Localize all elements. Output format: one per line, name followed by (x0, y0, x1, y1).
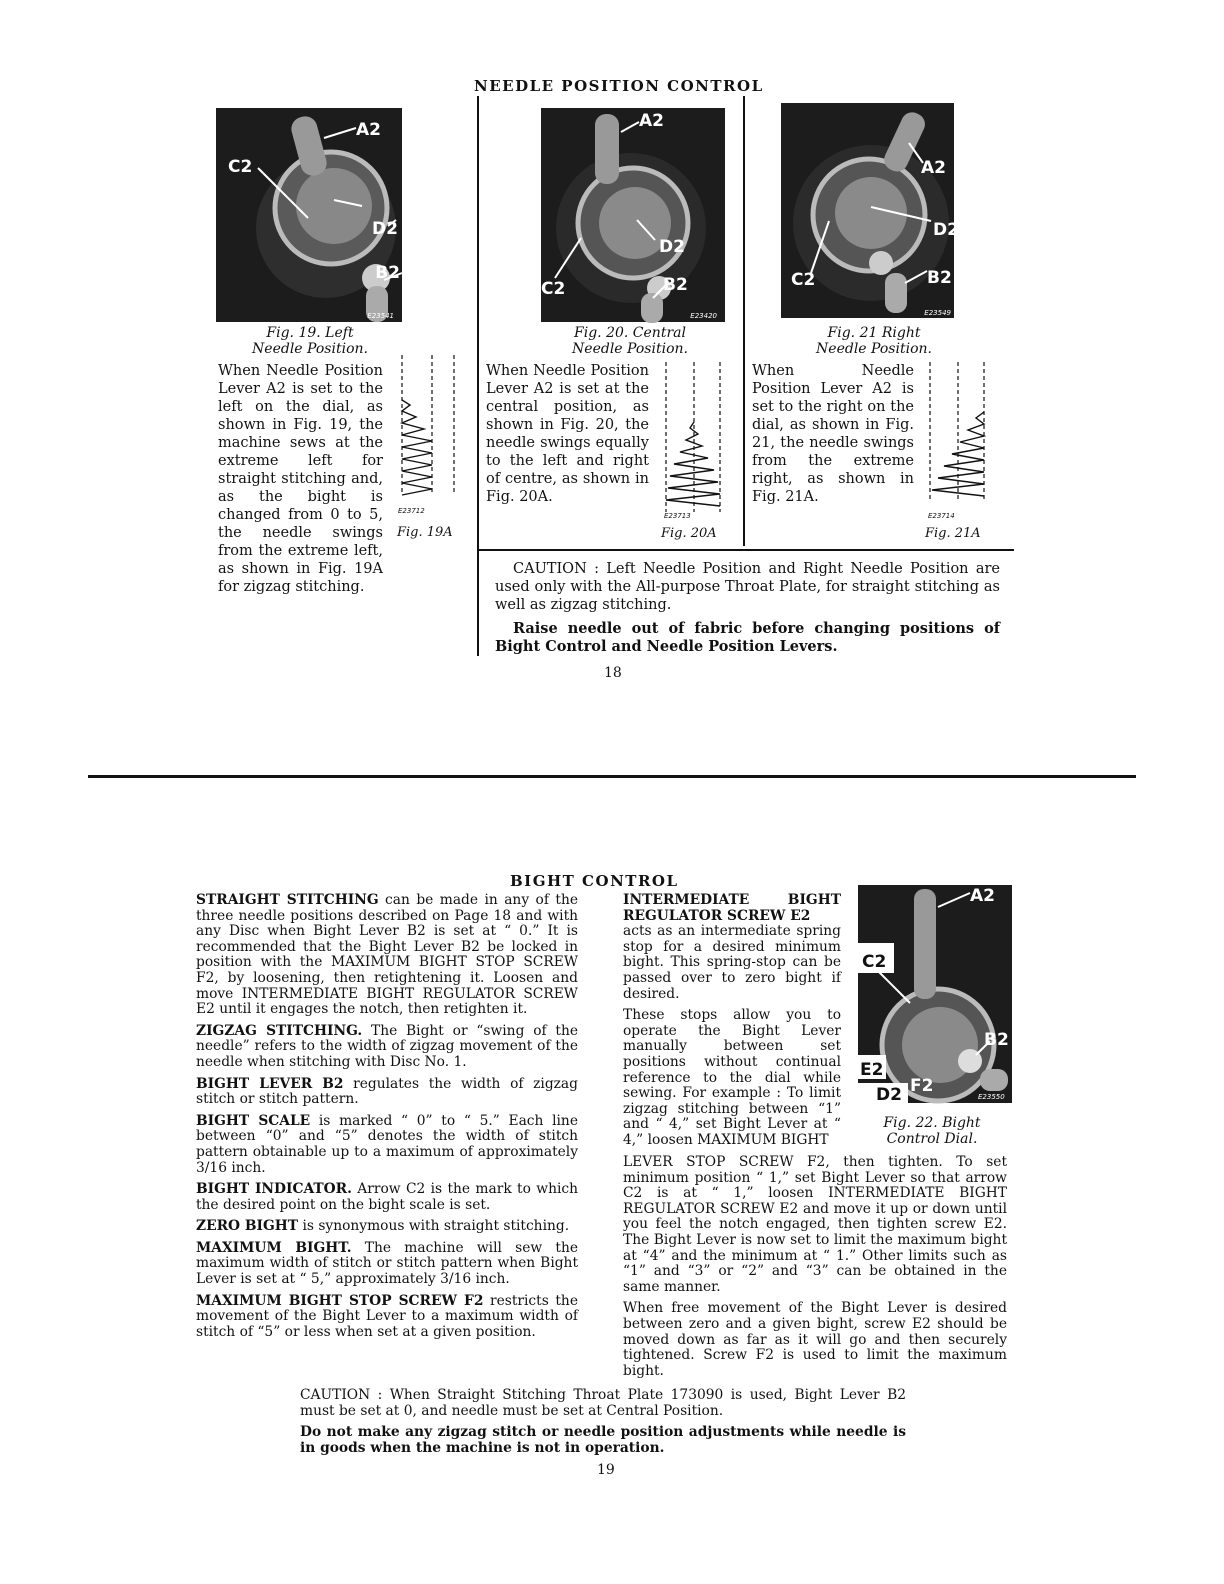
caption-line: Needle Position. (252, 341, 368, 357)
figure-19a-label: Fig. 19A (397, 525, 453, 540)
dial-illustration (541, 108, 725, 322)
caption-line: Fig. 19. Left (266, 325, 354, 341)
caption-line: Needle Position. (572, 341, 688, 357)
figure-21-photo (781, 103, 959, 318)
figure-code: E23420 (690, 312, 717, 320)
stitch-diagram-21a (924, 362, 988, 522)
label-e2: E2 (860, 1060, 884, 1080)
label-b2: B2 (663, 275, 688, 295)
definition-paragraph (196, 893, 578, 1018)
figure-22-photo (858, 885, 1012, 1103)
definition: can be made in any of the three needle positions described on Page 18 and with any Disc when Bight Lever B2 is set at “ 0.” It is recommended that the Bight Lever B2 be locked in position with the MAXIMUM BIGHT STOP SCREW F2, by loosening, then retightening it. Loosen and move INTERMEDIATE BIGHT REGULATOR SCREW E2 until it engages the notch, then retighten it. (196, 892, 578, 1018)
subheading: INTERMEDIATE BIGHT REGULATOR SCREW E2 (623, 892, 841, 924)
term: BIGHT LEVER B2 (196, 1075, 344, 1092)
label-a2: A2 (639, 111, 664, 131)
label-c2: C2 (862, 952, 887, 972)
paragraph: These stops allow you to operate the Bight Lever manually between set positions without continual reference to the dial while sewing. For example : To limit zigzag stitching between “1” and “ 4,” set Bight Lever at “ 4,” loosen MAXIMUM BIGHT (623, 1007, 841, 1148)
label-d2: D2 (876, 1085, 902, 1105)
dial-illustration (858, 885, 1012, 1103)
paragraph: acts as an intermediate spring stop for a desired minimum bight. This spring-stop can be passed over to zero bight if desired. (623, 923, 841, 1002)
figure-19-text: When Needle Position Lever A2 is set to the left on the dial, as shown in Fig. 19, the machine sews at the extreme left for straight stitching and, as the bight is changed from 0 to 5, the needle swings from the extreme left, as shown in Fig. 19A for zigzag stitching. (218, 363, 383, 595)
label-d2: D2 (372, 219, 398, 239)
caption-line: Needle Position. (816, 341, 932, 357)
label-d2: D2 (933, 220, 959, 240)
figure-code: E23550 (978, 1093, 1005, 1101)
caution-text: CAUTION : Left Needle Position and Right Needle Position are used only with the All-purpose Throat Plate, for straight stitching as well as zigzag stitching. (495, 561, 1000, 613)
label-c2: C2 (228, 157, 253, 177)
stitch-diagram-19a (396, 355, 460, 525)
stitch-diagram-20a-graphic (660, 362, 724, 522)
definition-paragraph (196, 1219, 578, 1235)
caution-bold-text: Do not make any zigzag stitch or needle position adjustments while needle is in goods when the machine is not in operation. (300, 1424, 906, 1456)
label-c2: C2 (541, 279, 566, 299)
right-column-bottom (623, 1155, 1007, 1379)
label-f2: F2 (910, 1076, 934, 1096)
definition-paragraph (196, 1077, 578, 1108)
caption-line: Fig. 20. Central (574, 325, 686, 341)
caption-line: Fig. 21 Right (827, 325, 921, 341)
definition-paragraph (196, 1294, 578, 1341)
definition-paragraph (196, 1241, 578, 1288)
definition: is marked “ 0” to “ 5.” Each line between “0” and “5” denotes the width of stitch pattern obtainable up to a maximum of approximately 3/16 inch. (196, 1112, 578, 1176)
left-column (196, 893, 578, 1346)
term: MAXIMUM BIGHT STOP SCREW F2 (196, 1292, 484, 1309)
term: BIGHT INDICATOR. (196, 1181, 352, 1198)
page-number: 18 (604, 665, 622, 681)
label-d2: D2 (659, 237, 685, 257)
term: STRAIGHT STITCHING (196, 892, 379, 908)
definition: The Bight or “swing of the needle” refers to the width of zigzag movement of the needle when stitching with Disc No. 1. (196, 1022, 578, 1070)
page-number: 19 (597, 1462, 615, 1478)
definition: is synonymous with straight stitching. (298, 1218, 570, 1235)
figure-19-photo (216, 108, 402, 322)
label-a2: A2 (921, 158, 946, 178)
definition-paragraph (196, 1114, 578, 1176)
page-title: NEEDLE POSITION CONTROL (474, 77, 764, 95)
section-divider (479, 549, 1014, 551)
stitch-code: E23712 (398, 507, 425, 515)
caution-block (495, 560, 1000, 656)
figure-20-text: When Needle Position Lever A2 is set at the central position, as shown in Fig. 20, the needle swings equally to the left and right of centre, as shown in Fig. 20A. (486, 363, 649, 505)
caption-line: Control Dial. (886, 1131, 978, 1147)
figure-22-caption (862, 1115, 1002, 1147)
caution-text: CAUTION : When Straight Stitching Throat Plate 173090 is used, Bight Lever B2 must be set at 0, and needle must be set at Central Position. (300, 1387, 906, 1419)
term: BIGHT SCALE (196, 1112, 311, 1129)
label-c2: C2 (791, 270, 816, 290)
figure-20a-label: Fig. 20A (661, 526, 717, 541)
definition: Arrow C2 is the mark to which the desired point on the bight scale is set. (196, 1181, 578, 1213)
figure-code: E23549 (924, 309, 951, 317)
figure-21a-label: Fig. 21A (925, 526, 981, 541)
page-title: BIGHT CONTROL (510, 872, 679, 890)
definition: regulates the width of zigzag stitch or stitch pattern. (196, 1075, 578, 1108)
figure-20-caption (540, 325, 720, 357)
figure-21-caption (794, 325, 954, 357)
stitch-diagram-21a-graphic (924, 362, 988, 522)
column-divider (477, 96, 479, 656)
figure-21-text: When Needle Position Lever A2 is set to the right on the dial, as shown in Fig. 21, the needle swings from the extreme right, as shown in Fig. 21A. (752, 363, 914, 505)
dial-illustration (216, 108, 402, 322)
figure-20-photo (541, 108, 725, 322)
caption-line: Fig. 22. Bight (883, 1115, 981, 1131)
stitch-code: E23713 (664, 512, 691, 520)
paragraph: When free movement of the Bight Lever is desired between zero and a given bight, screw E2 should be moved down as far as it will go and then securely tightened. Screw F2 is used to limit the maximum bight. (623, 1300, 1007, 1379)
caution-bold-text: Raise needle out of fabric before changing positions of Bight Control and Needle Position Levers. (495, 620, 1000, 655)
caution-block (300, 1388, 906, 1456)
label-b2: B2 (927, 268, 952, 288)
right-column-top (623, 893, 841, 1149)
definition: The machine will sew the maximum width of stitch or stitch pattern when Bight Lever is set at “ 5,” approximately 3/16 inch. (196, 1239, 578, 1288)
stitch-code: E23714 (928, 512, 955, 520)
figure-19-caption (240, 325, 380, 357)
label-a2: A2 (970, 886, 995, 906)
dial-illustration (781, 103, 959, 318)
column-divider (743, 96, 745, 546)
label-b2: B2 (375, 263, 400, 283)
definition: restricts the movement of the Bight Lever to a maximum width of stitch of “5” or less when set at a given position. (196, 1292, 578, 1340)
stitch-diagram-20a (660, 362, 724, 522)
figure-code: E23541 (367, 312, 394, 320)
term: MAXIMUM BIGHT. (196, 1239, 352, 1256)
stitch-diagram-19a-graphic (396, 355, 460, 525)
paragraph: LEVER STOP SCREW F2, then tighten. To set minimum position “ 1,” set Bight Lever so that arrow C2 is at “ 1,” loosen INTERMEDIATE BIGHT REGULATOR SCREW E2 and move it up or down until you feel the notch engaged, then tighten screw E2. The Bight Lever is now set to limit the maximum bight at “4” and the minimum at “ 1.” Other limits such as “1” and “3” or “2” and “3” can be obtained in the same manner. (623, 1154, 1007, 1295)
term: ZIGZAG STITCHING. (196, 1022, 363, 1039)
page-separator (88, 775, 1136, 778)
term: ZERO BIGHT (196, 1218, 299, 1235)
label-a2: A2 (356, 120, 381, 140)
label-b2: B2 (984, 1030, 1009, 1050)
definition-paragraph (196, 1182, 578, 1213)
definition-paragraph (196, 1024, 578, 1071)
